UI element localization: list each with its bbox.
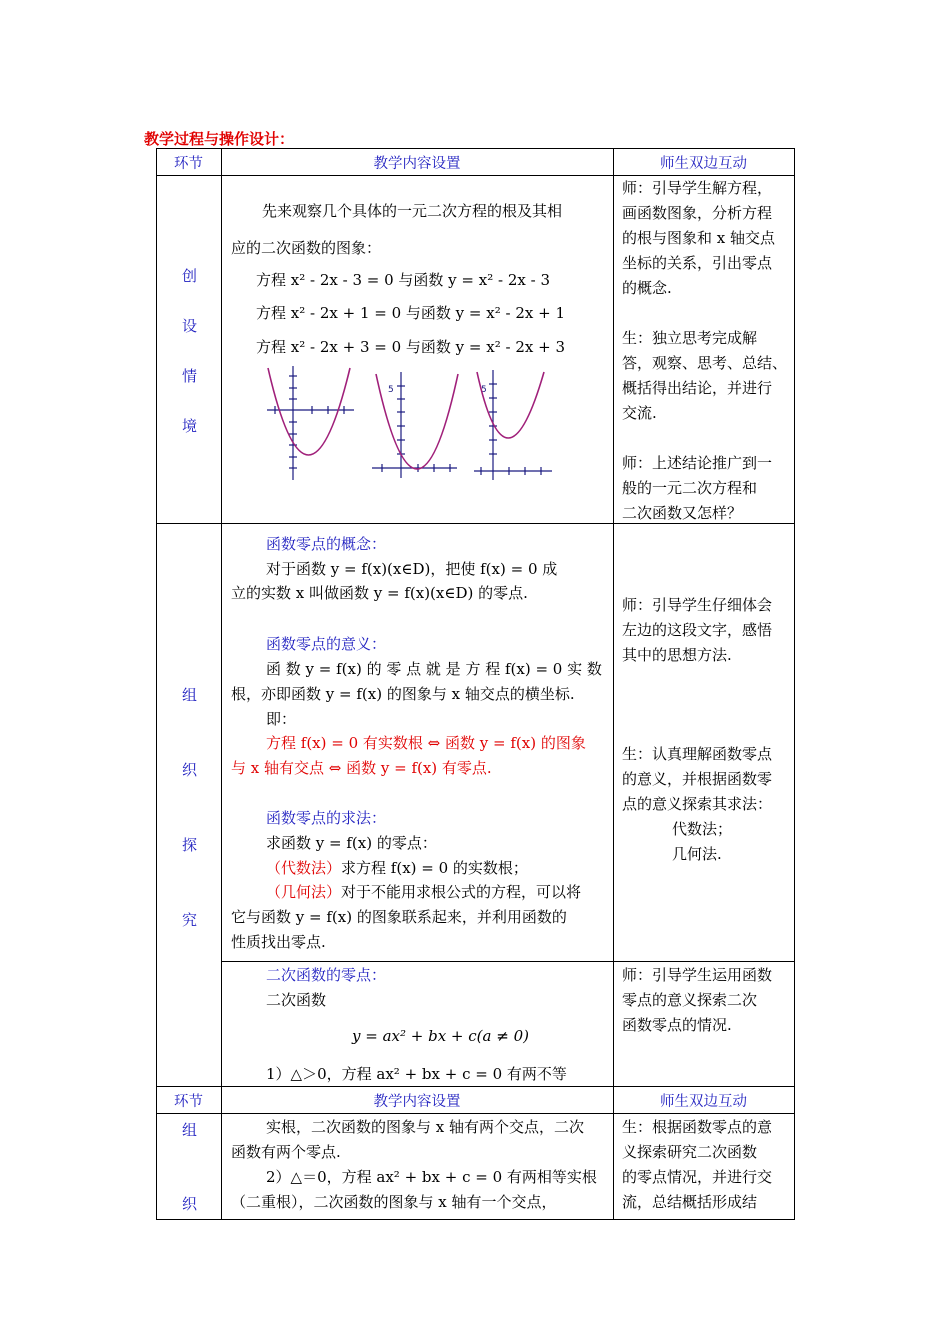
geometry-text: 对于不能用求根公式的方程，可以将 [341,883,582,901]
section4-line-1: 实根，二次函数的图象与 x 轴有两个交点，二次 [266,1118,584,1136]
section1-intro-2: 应的二次函数的图象： [231,239,382,257]
parabola-1 [268,368,350,455]
header-col-interaction-2: 师生双边互动 [660,1094,747,1110]
concept-title: 函数零点的概念： [266,535,387,553]
equation-3: 方程 x² - 2x + 3 = 0 与函数 y = x² - 2x + 3 [256,338,565,356]
concept-line-2: 立的实数 x 叫做函数 y = f(x)(x∈D) 的零点. [231,584,528,602]
quadratic-zero-title: 二次函数的零点： [266,966,387,984]
algebra-label: （代数法） [266,859,342,877]
parabola-3 [477,372,544,438]
geometry-label: （几何法） [266,883,342,901]
header-col-content: 教学内容设置 [373,156,461,172]
graph-1 [267,366,354,480]
header-col-interaction: 师生双边互动 [660,156,747,172]
meaning-title: 函数零点的意义： [266,635,387,653]
method-line-3: 性质找出零点. [231,933,326,951]
section1-intro-1: 先来观察几个具体的一元二次方程的根及其相 [262,202,563,220]
parabola-graphs [262,364,562,484]
method-line-2: 它与函数 y = f(x) 的图象联系起来，并利用函数的 [231,908,567,926]
header-col-content-2: 教学内容设置 [373,1094,461,1110]
graph-3-tick: 5 [481,385,487,395]
equivalence-line-1: 方程 f(x) = 0 有实数根 ⇔ 函数 y = f(x) 的图象 [266,734,586,752]
quadratic-formula: y = ax² + bx + c(a ≠ 0) [352,1027,529,1045]
graph-2-tick: 5 [388,385,394,395]
section4-line-3: 2）△＝0，方程 ax² + bx + c = 0 有两相等实根 [266,1168,597,1186]
method-title: 函数零点的求法： [266,809,387,827]
concept-line-1: 对于函数 y = f(x)(x∈D)，把使 f(x) = 0 成 [266,560,558,578]
equation-2: 方程 x² - 2x + 1 = 0 与函数 y = x² - 2x + 1 [256,304,565,322]
geometry-method [266,880,581,904]
algebra-method [266,856,528,880]
header-col-stage-2: 环节 [174,1094,203,1110]
quadratic-line-1: 二次函数 [266,991,327,1009]
meaning-line-2: 根，亦即函数 y = f(x) 的图象与 x 轴交点的横坐标. [231,685,575,703]
section4-line-4: （二重根），二次函数的图象与 x 轴有一个交点， [231,1193,557,1211]
section4-line-2: 函数有两个零点. [231,1143,341,1161]
method-line-1: 求函数 y = f(x) 的零点： [266,834,437,852]
page-heading: 教学过程与操作设计： [144,130,295,148]
meaning-line-3: 即： [266,710,297,728]
equation-1: 方程 x² - 2x - 3 = 0 与函数 y = x² - 2x - 3 [256,271,550,289]
header-col-stage: 环节 [174,156,203,172]
case-1: 1）△＞0，方程 ax² + bx + c = 0 有两不等 [266,1065,567,1083]
algebra-text: 求方程 f(x) = 0 的实数根； [341,859,528,877]
meaning-line-1: 函 数 y = f(x) 的 零 点 就 是 方 程 f(x) = 0 实 数 [266,660,602,678]
equivalence-line-2: 与 x 轴有交点 ⇔ 函数 y = f(x) 有零点. [231,759,492,777]
